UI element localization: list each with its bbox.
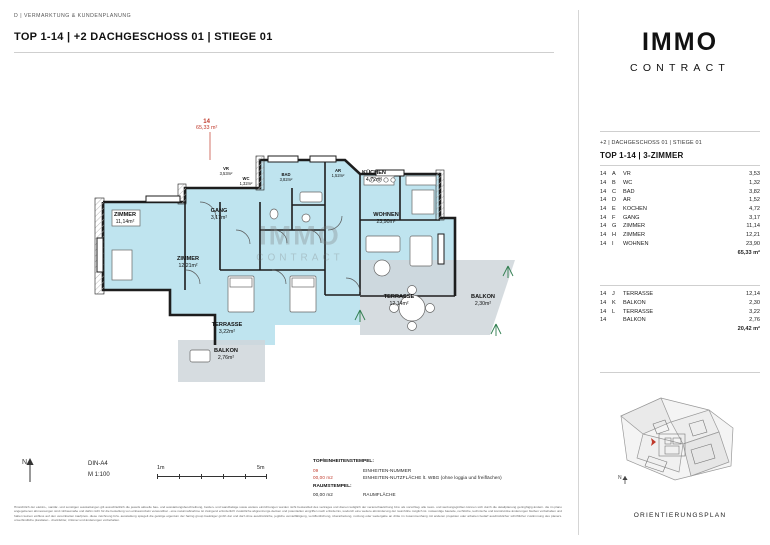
legend-number-value: 09 — [313, 468, 319, 473]
unit-number: 14 — [203, 119, 210, 125]
table-row-total — [600, 325, 760, 334]
outdoor-total: 20,42 m² — [737, 326, 760, 333]
logo-immo: IMMO — [641, 28, 719, 56]
room-label-wc: WC 1,32m² — [239, 176, 253, 187]
unit-area: 65,33 m² — [196, 125, 218, 131]
table-row: 14 A VR 3,53 — [600, 171, 760, 178]
svg-text:N: N — [618, 475, 622, 481]
table-row: 14 L TERRASSE 3,22 — [600, 308, 760, 315]
scale-ratio: M 1:100 — [88, 472, 110, 478]
table-row: 14 B WC 1,32 — [600, 180, 760, 187]
panel-title: TOP 1-14 | 3-ZIMMER — [600, 151, 684, 160]
panel-divider — [578, 10, 579, 535]
legend-room-title: RAUMSTEMPEL: — [313, 484, 352, 489]
floorplan-drawing — [60, 110, 540, 385]
room-label-balkon-1: BALKON 2,30m² — [471, 294, 495, 307]
room-label-zimmer-2: ZIMMER 12,21m² — [176, 256, 200, 269]
page-title: TOP 1-14 | +2 DACHGESCHOSS 01 | STIEGE 01 — [14, 31, 273, 43]
table-row: 14 I WOHNEN 23,90 — [600, 240, 760, 247]
room-label-wohnen: WOHNEN 23,90m² — [373, 212, 399, 225]
room-label-terrasse-1: TERRASSE 12,14m² — [383, 294, 415, 307]
table-row-total — [600, 248, 760, 257]
room-label-ar: AR 1,52m² — [331, 168, 345, 179]
room-label-balkon-2: BALKON 2,76m² — [214, 348, 238, 361]
room-label-zimmer-1: ZIMMER 11,14m² — [113, 212, 137, 225]
scale-label-end: 5m — [257, 465, 265, 471]
room-label-vr: VR 3,53m² — [219, 166, 233, 177]
legend-area-value: 00,00 m2 — [313, 475, 333, 480]
watermark-primary: IMMO — [259, 220, 341, 251]
table-row: 14 D AR 1,52 — [600, 197, 760, 204]
outdoor-area-table — [600, 290, 760, 333]
table-row: 14 E KOCHEN 4,72 — [600, 206, 760, 213]
sheet-eyebrow: D | VERMARKTUNG & KUNDENPLANUNG — [14, 13, 132, 19]
table-row: 14 H ZIMMER 12,21 — [600, 232, 760, 239]
table-row: 14 BALKON 2,76 — [600, 317, 760, 324]
disclaimer-text: Hinsichtlich der elektro-, sanitär- und sonstigen ausstattungen gilt ausschließlich die jeweils aktuelle bau- und ausstattungsbeschreibung, beiden- und wandbeläge sowie weitere einrichtungen wurden nicht bestandteil des vertrages und dienen lediglich der veranschaulichung bzw. als vorschlag. alle raum- und werkungsgrößen können sich durch die detailplanung geringfügig ändern. die im plano angegebenen abmessungen sind rohbaumaße und dahin nicht für die bestellung von einbaumöbeln verwendbar - eine naturmaßnahme ist zwingend erforderlich! zusätzliche abgrenzungs-decken und potentiellen eingriffen nach erfordernis, wodurch eine weitere abminderung der raumhöhe möglich ist. notwendige bauteile, rechtliche, technische und konstruktive änderungen bleiben vorbehalten und haben keinen einfluss auf den vereinbarten kaufpreis. diese zeichnung bzw. ausstattung spiegelt die geistige eigentum der haring group bauträger gmbh dar und darf ohne ausdrückliche, jegliche vervielfältigung, veröffentlichung, überarbeitung, nutzung oder weitergabe an dritte im zusammenhang mit anderen projekten oder arbeiten bedarf ausdrücklicher schriftlicher zustimmung des planers. unverbindliche plandaten - druckfehler, irrtümer und änderungen vorbehalten. — [14, 505, 562, 523]
legend-title: TOP/EINHEITENSTEMPEL: — [313, 459, 374, 464]
room-label-kuechen: KÜCHEN 4,72m² — [362, 170, 386, 183]
panel-subtitle: +2 | DACHGESCHOSS 01 | STIEGE 01 — [600, 140, 702, 146]
table-row: 14 J TERRASSE 12,14 — [600, 291, 760, 298]
brand-logo — [600, 30, 760, 74]
legend-number-label: EINHEITEN-NUMMER — [363, 468, 412, 473]
orientation-map-caption: ORIENTIERUNGSPLAN — [633, 512, 727, 519]
scale-label-start: 1m — [157, 465, 165, 471]
panel-rule-top — [600, 131, 760, 132]
header-divider — [14, 52, 554, 53]
room-label-bad: BAD 3,82m² — [279, 172, 293, 183]
panel-rule-bottom — [600, 372, 760, 373]
scale-bar — [157, 465, 267, 479]
legend-room-label: RAUMFLÄCHE — [363, 492, 396, 497]
paper-format: DIN-A4 — [88, 461, 108, 467]
panel-rule-mid — [600, 165, 760, 166]
room-label-gang: GANG 3,17m² — [210, 208, 228, 221]
north-arrow — [22, 452, 56, 486]
legend-room-value: 00,00 m2 — [313, 492, 333, 497]
north-arrow-mini — [618, 475, 628, 484]
orientation-map — [613, 388, 748, 488]
rooms-total: 65,33 m² — [737, 249, 760, 256]
panel-rule-outdoor — [600, 285, 760, 286]
room-label-terrasse-2: TERRASSE 3,22m² — [211, 322, 243, 335]
svg-text:N: N — [22, 459, 28, 466]
table-row: 14 C BAD 3,82 — [600, 188, 760, 195]
table-row: 14 K BALKON 2,30 — [600, 300, 760, 307]
table-row: 14 G ZIMMER 11,14 — [600, 223, 760, 230]
legend-area-label: EINHEITEN-NUTZFLÄCHE lt. WBG (ohne loggia und freiflächen) — [363, 475, 502, 480]
table-row: 14 F GANG 3,17 — [600, 214, 760, 221]
logo-contract: CONTRACT — [630, 62, 730, 74]
watermark-secondary: CONTRACT — [256, 252, 344, 264]
room-area-table — [600, 170, 760, 257]
